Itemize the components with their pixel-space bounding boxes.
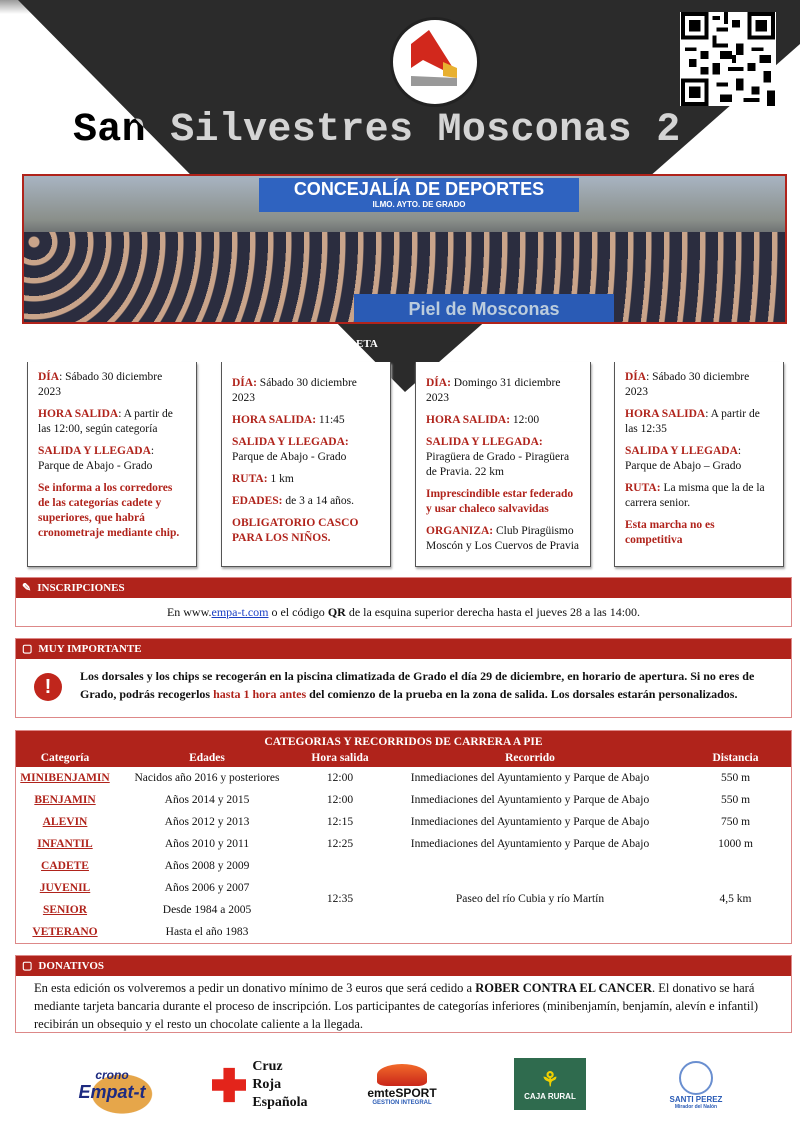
sponsor-caja-rural: ⚘ CAJA RURAL	[514, 1058, 586, 1110]
event-photo	[22, 174, 787, 324]
table-row	[16, 833, 791, 855]
page-title: San Silvestres Mosconas 2	[73, 108, 681, 153]
photo-banner-top: CONCEJALÍA DE DEPORTES ILMO. AYTO. DE GRADO	[259, 178, 579, 212]
col-header: Recorrido	[380, 749, 680, 767]
category-link[interactable]: INFANTIL	[37, 838, 93, 850]
table-cell: 12:00	[326, 772, 354, 784]
photo-banner-bottom: Piel de Mosconas	[354, 294, 614, 324]
table-title: CATEGORIAS Y RECORRIDOS DE CARRERA A PIE	[16, 731, 791, 749]
sponsor-emtesport: emteSPORT GESTION INTEGRAL	[362, 1055, 442, 1115]
donativos-section	[15, 955, 792, 1033]
donativos-text: En esta edición os volveremos a pedir un donativo mínimo de 3 euros que será cedido a ROBER CONTRA EL CANCER. El donativo se hará mediante tarjeta bancaria durante el proceso de inscripción. Los participantes de categorías inferiores (minibenjamín, benjamín, alevín e infantil) recibirán un obsequio y el resto un chocolate caliente a la llegada.	[34, 981, 759, 1031]
table-cell: Inmediaciones del Ayuntamiento y Parque de Abajo	[410, 794, 650, 806]
table-cell: Inmediaciones del Ayuntamiento y Parque de Abajo	[410, 816, 650, 828]
qr-code[interactable]	[680, 12, 776, 106]
exclamation-icon: !	[34, 673, 62, 701]
categories-table-section	[15, 730, 792, 944]
category-link[interactable]: BENJAMIN	[34, 794, 96, 806]
table-cell: 4,5 km	[719, 893, 752, 905]
col-header: Categoría	[16, 749, 114, 767]
table-cell: 12:35	[326, 893, 354, 905]
table-row	[16, 789, 791, 811]
table-cell: Años 2012 y 2013	[164, 816, 250, 828]
importante-section	[15, 638, 792, 718]
inscripciones-text: En www.empa-t.com o el código QR de la esquina superior derecha hasta el jueves 28 a las 14:00.	[166, 605, 641, 619]
table-row	[16, 811, 791, 833]
table-cell: Años 2014 y 2015	[164, 794, 250, 806]
table-row	[16, 767, 791, 789]
table-cell: 550 m	[720, 794, 751, 806]
category-link[interactable]: ALEVIN	[42, 816, 88, 828]
table-cell: 12:00	[326, 794, 354, 806]
table-row	[16, 855, 791, 877]
event-card-3: DÍA: Domingo 31 diciembre 2023 HORA SALIDA: 12:00 SALIDA Y LLEGADA: Piragüera de Grado - Piragüera de Pravia. 22 km Imprescindible estar federado y usar chaleco salvavidas ORGANIZA: Club Piragüismo Moscón y Los Cuervos de Pravia	[415, 362, 591, 567]
sponsor-crono-empat: crono Empat-t	[62, 1055, 162, 1115]
col-header: Distancia	[680, 749, 791, 767]
sponsor-cruz-roja: Cruz Roja Española	[212, 1055, 312, 1115]
donativos-header: ▢ DONATIVOS	[16, 956, 791, 976]
table-cell: Inmediaciones del Ayuntamiento y Parque de Abajo	[410, 772, 650, 784]
table-cell: Años 2008 y 2009	[164, 860, 250, 872]
category-link[interactable]: VETERANO	[32, 926, 98, 938]
sponsor-santi-perez: SANTI PEREZ Mirador del Nalón	[660, 1055, 732, 1115]
inscripciones-section	[15, 577, 792, 627]
category-link[interactable]: CADETE	[41, 860, 89, 872]
red-cross-icon	[212, 1067, 246, 1103]
importante-text: Los dorsales y los chips se recogerán en la piscina climatizada de Grado el día 29 de diciembre, en horario de apertura. Si no eres de Grado, podrás recogerlos hasta 1 hora antes del comienzo de la prueba en la zona de salida. Los dorsales estarán personalizados.	[80, 669, 755, 701]
table-cell: Años 2010 y 2011	[164, 838, 250, 850]
category-link[interactable]: SENIOR	[42, 904, 88, 916]
event-card-4: DÍA: Sábado 30 diciembre 2023 HORA SALIDA: A partir de las 12:35 SALIDA Y LLEGADA: Parque de Abajo – Grado RUTA: La misma que la de la carrera senior. Esta marcha no es competitiva	[614, 362, 784, 567]
info-icon: ▢	[22, 960, 33, 972]
info-icon: ▢	[22, 643, 33, 655]
table-cell: 750 m	[720, 816, 751, 828]
importante-header: ▢ MUY IMPORTANTE	[16, 639, 791, 659]
table-cell: Hasta el año 1983	[165, 926, 249, 938]
table-cell: 1000 m	[718, 838, 753, 850]
inscripciones-header: ✎ INSCRIPCIONES	[16, 578, 791, 598]
table-cell: Paseo del río Cubia y río Martín	[455, 893, 605, 905]
club-logo	[390, 17, 480, 107]
table-cell: 12:25	[326, 838, 354, 850]
registration-link[interactable]: empa-t.com	[211, 605, 269, 619]
wheel-icon	[679, 1061, 713, 1095]
table-cell: 12:15	[326, 816, 354, 828]
table-cell: Nacidos año 2016 y posteriores	[134, 772, 280, 784]
table-cell: Años 2006 y 2007	[164, 882, 250, 894]
table-cell: Desde 1984 a 2005	[162, 904, 252, 916]
flame-icon	[377, 1064, 427, 1086]
event-card-2: DÍA: Sábado 30 diciembre 2023 HORA SALIDA: 11:45 SALIDA Y LLEGADA: Parque de Abajo - Grado RUTA: 1 km EDADES: de 3 a 14 años. OBLIGATORIO CASCO PARA LOS NIÑOS.	[221, 362, 391, 567]
pencil-icon: ✎	[22, 582, 32, 594]
col-header: Hora salida	[300, 749, 380, 767]
category-link[interactable]: JUVENIL	[39, 882, 91, 894]
categories-table	[16, 731, 791, 943]
table-cell: Inmediaciones del Ayuntamiento y Parque de Abajo	[410, 838, 650, 850]
event-card-1: DÍA: Sábado 30 diciembre 2023 HORA SALIDA: A partir de las 12:00, según categoría SALIDA Y LLEGADA: Parque de Abajo - Grado Se informa a los corredores de las categorías cadete y superiores, que habrá cronometraje mediante chip.	[27, 362, 197, 567]
wheat-icon: ⚘	[541, 1069, 559, 1091]
category-link[interactable]: MINIBENJAMIN	[20, 772, 110, 784]
table-cell: 550 m	[720, 772, 751, 784]
section-label: ETA	[356, 338, 378, 350]
col-header: Edades	[114, 749, 300, 767]
